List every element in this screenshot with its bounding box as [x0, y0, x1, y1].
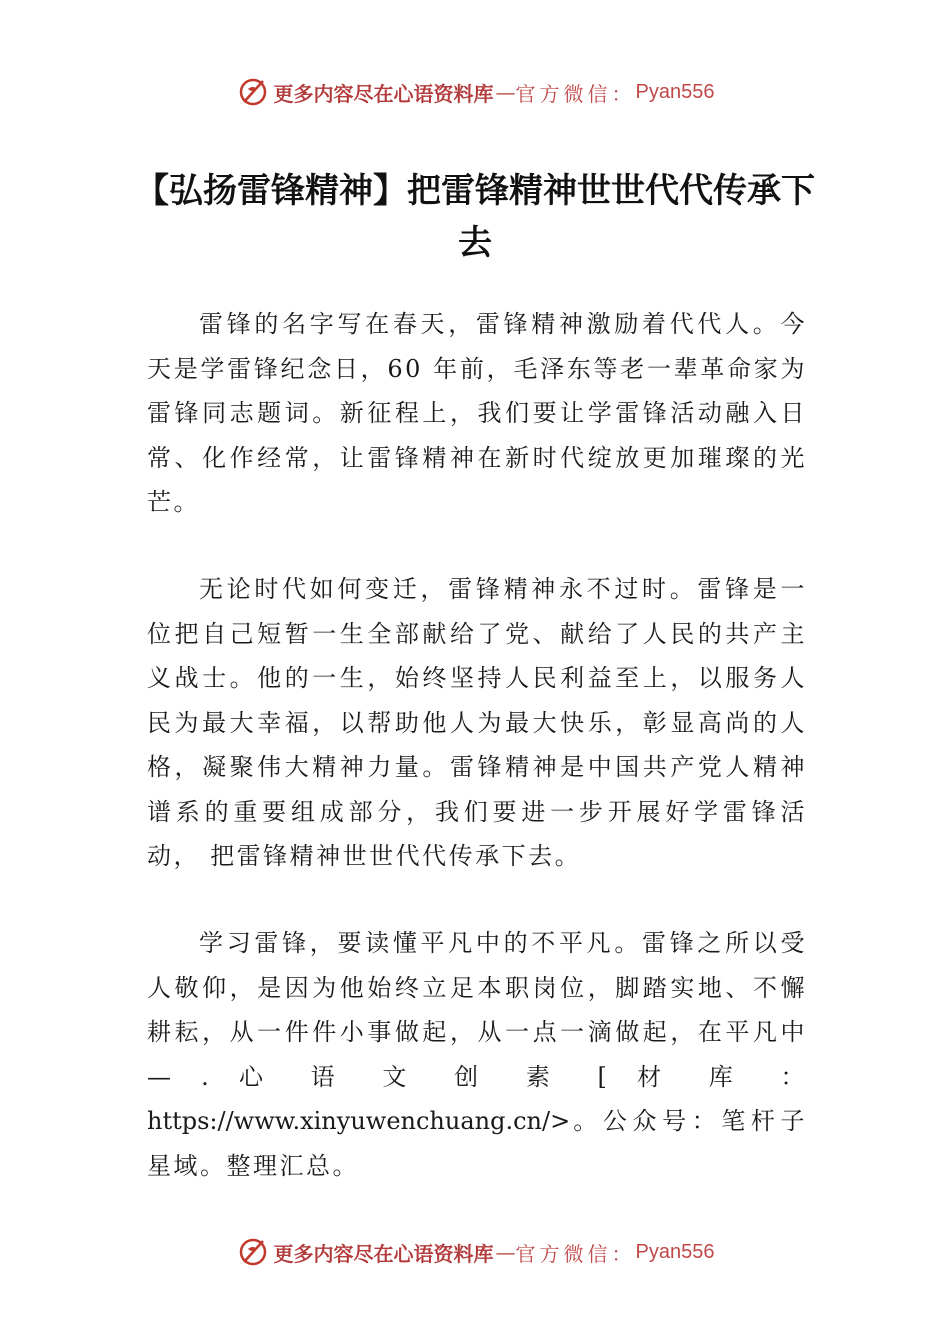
header-banner — [0, 72, 950, 112]
footer-wechat-id: Pyan556 — [635, 1240, 715, 1263]
paragraph-1: 雷锋的名字写在春天，雷锋精神激励着代代人。今天是学雷锋纪念日，60 年前，毛泽东等老一辈革命家为雷锋同志题词。新征程上，我们要让学雷锋活动融入日常、化作经常，让雷锋精神在新时代绽放更加璀璨的光芒。 — [147, 310, 807, 516]
footer-dash: — — [495, 1240, 514, 1264]
paragraph-3-text: 学习雷锋，要读懂平凡中的不平凡。雷锋之所以受人敬仰，是因为他始终立足本职岗位，脚踏实地、不懈耕耘，从一件件小事做起，从一点一滴做起，在平凡中— . 心 语 文 创 素 [ 材 库 ： — [147, 929, 807, 1091]
footer-banner — [0, 1232, 950, 1272]
header-library-text: 更多内容尽在心语资料库 — [273, 81, 494, 106]
footer-wechat-label: 官方微信： — [515, 1241, 636, 1266]
paragraph-3-tail: 。公众号：笔杆子星域。整理汇总。 — [147, 1107, 807, 1180]
header-wechat-label: 官方微信： — [515, 81, 636, 106]
source-link[interactable]: https://www.xinyuwenchuang.cn/> — [147, 1107, 571, 1135]
paragraph-3 — [147, 921, 807, 1188]
logo-icon — [236, 1235, 270, 1269]
footer-library-text: 更多内容尽在心语资料库 — [273, 1241, 494, 1266]
header-wechat-id: Pyan556 — [635, 80, 715, 103]
header-dash: — — [495, 80, 514, 104]
logo-icon — [236, 75, 270, 109]
article-title: 【弘扬雷锋精神】把雷锋精神世世代代传承下去 — [135, 171, 815, 263]
paragraph-2: 无论时代如何变迁，雷锋精神永不过时。雷锋是一位把自己短暂一生全部献给了党、献给了人民的共产主义战士。他的一生，始终坚持人民利益至上，以服务人民为最大幸福，以帮助他人为最大快乐，彰显高尚的人格，凝聚伟大精神力量。雷锋精神是中国共产党人精神谱系的重要组成部分，我们要进一步开展好学雷锋活动， 把雷锋精神世世代代传承下去。 — [147, 575, 807, 870]
